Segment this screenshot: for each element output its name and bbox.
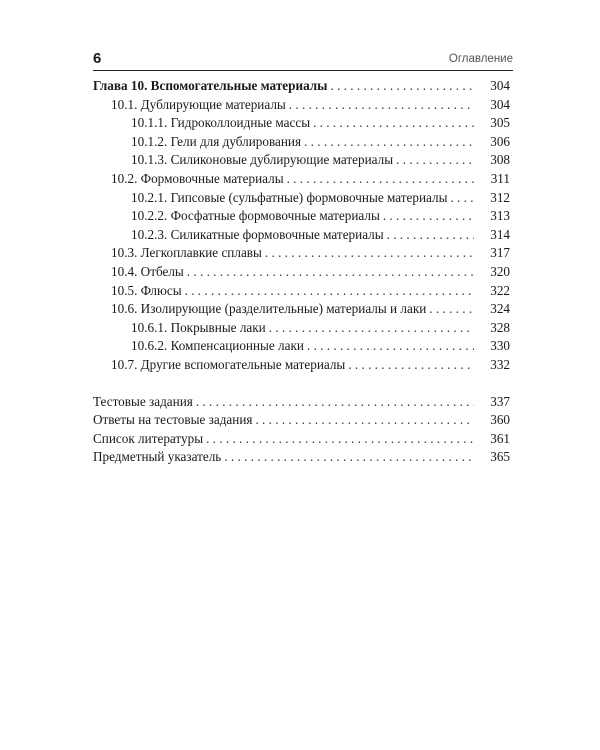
section-gap [93,375,513,393]
running-title: Оглавление [448,53,513,65]
leader-dots [255,411,474,430]
toc-entry-page: 332 [490,356,510,372]
page-number: 6 [93,50,102,67]
leader-dots [348,356,474,375]
leader-dots [196,393,474,412]
toc-entry-page: 365 [490,449,510,465]
leader-dots [330,77,474,96]
toc-entry-title: 10.2. Формовочные материалы [111,170,284,186]
header-rule [93,70,513,71]
toc-entry-title: 10.4. Отбелы [111,263,184,279]
toc-entry-title: 10.6.2. Компенсационные лаки [131,338,304,354]
toc-entry-title: 10.6. Изолирующие (разделительные) материалы и лаки [111,301,427,317]
leader-dots [269,319,474,338]
leader-dots [429,300,474,319]
toc-entry-title: 10.5. Флюсы [111,282,182,298]
toc-entry-back-matter[interactable] [93,411,513,430]
toc-entry-title: 10.2.2. Фосфатные формовочные материалы [131,208,380,224]
toc-entry[interactable] [93,189,513,208]
toc-entry-title: Предметный указатель [93,449,222,465]
toc-entry-page: 337 [490,393,510,409]
toc-entry-back-matter[interactable] [93,430,513,449]
toc-entry[interactable] [93,96,513,115]
toc-entry-page: 304 [490,78,510,93]
leader-dots [187,263,474,282]
toc-entry-page: 360 [490,412,510,428]
toc-entry-page: 305 [490,115,510,131]
leader-dots [304,133,474,152]
leader-dots [185,282,474,301]
toc-entry[interactable] [93,300,513,319]
leader-dots [396,151,474,170]
toc-entry-title: Глава 10. Вспомогательные материалы [93,78,328,93]
toc-entry[interactable] [93,207,513,226]
leader-dots [287,170,474,189]
leader-dots [313,114,474,133]
toc-entry-back-matter[interactable] [93,393,513,412]
toc-entry-title: Ответы на тестовые задания [93,412,253,428]
toc-entry-page: 306 [490,133,510,149]
toc-entry[interactable] [93,226,513,245]
toc-entry[interactable] [93,244,513,263]
toc-entry[interactable] [93,319,513,338]
toc-entry[interactable] [93,114,513,133]
toc-entry-page: 328 [490,319,510,335]
toc-entry-page: 304 [490,96,510,112]
toc-entry-page: 311 [490,170,510,186]
toc-entry-title: 10.1.2. Гели для дублирования [131,133,302,149]
toc-entry-title: 10.6.1. Покрывные лаки [131,319,266,335]
toc-entry-page: 361 [490,430,510,446]
leader-dots [206,430,474,449]
toc-entry[interactable] [93,337,513,356]
leader-dots [224,448,474,467]
toc-entry[interactable] [93,151,513,170]
toc-entry-page: 314 [490,226,510,242]
toc-entry-page: 312 [490,189,510,205]
toc-entry-chapter[interactable] [93,77,513,96]
leader-dots [289,96,474,115]
toc-entry-title: 10.2.1. Гипсовые (сульфатные) формовочные материалы [131,189,448,205]
toc-entry-page: 324 [490,301,510,317]
toc-entry[interactable] [93,170,513,189]
toc-entry-title: 10.1.1. Гидроколлоидные массы [131,115,311,131]
toc-entry-back-matter[interactable] [93,448,513,467]
toc-entry-title: 10.3. Легкоплавкие сплавы [111,245,262,261]
toc-entry-page: 320 [490,263,510,279]
leader-dots [450,189,474,208]
leader-dots [265,244,474,263]
leader-dots [387,226,474,245]
toc-entry-title: Тестовые задания [93,393,193,409]
leader-dots [307,337,474,356]
toc-entry-page: 322 [490,282,510,298]
table-of-contents [93,77,513,467]
toc-entry[interactable] [93,282,513,301]
toc-entry[interactable] [93,133,513,152]
toc-entry[interactable] [93,356,513,375]
toc-entry[interactable] [93,263,513,282]
toc-entry-title: 10.7. Другие вспомогательные материалы [111,356,346,372]
toc-entry-title: 10.1. Дублирующие материалы [111,96,286,112]
toc-entry-title: 10.2.3. Силикатные формовочные материалы [131,226,384,242]
leader-dots [383,207,474,226]
toc-entry-title: Список литературы [93,430,204,446]
toc-entry-page: 308 [490,152,510,168]
toc-entry-page: 317 [490,245,510,261]
toc-entry-title: 10.1.3. Силиконовые дублирующие материалы [131,152,394,168]
toc-entry-page: 313 [490,208,510,224]
toc-entry-page: 330 [490,338,510,354]
